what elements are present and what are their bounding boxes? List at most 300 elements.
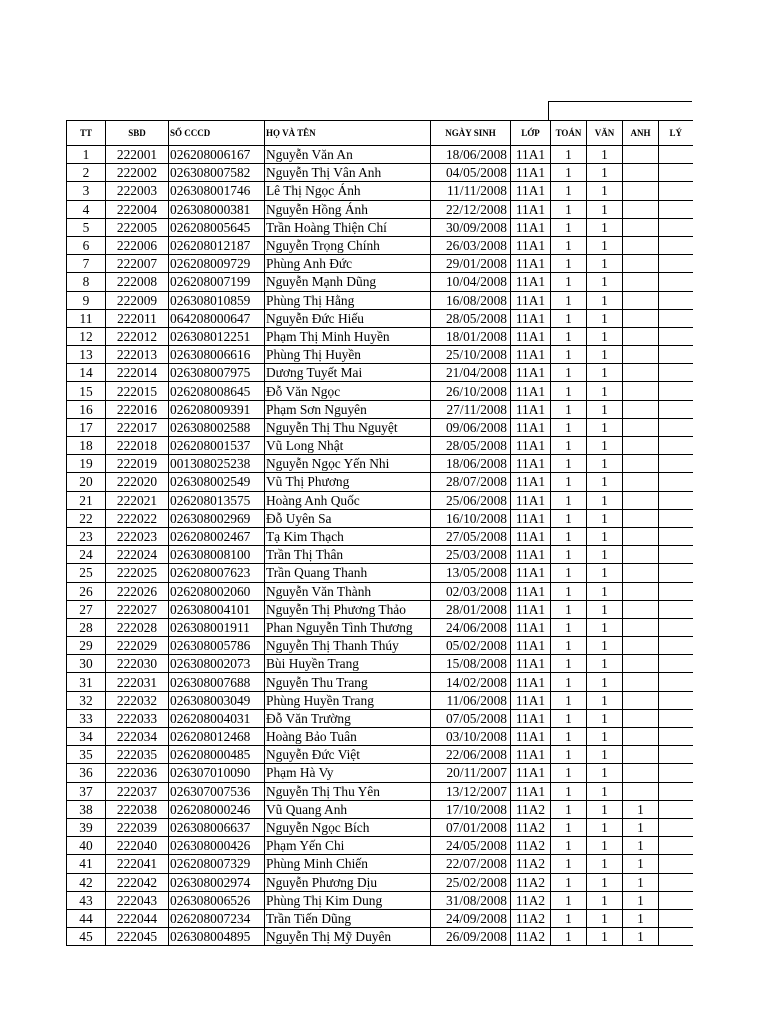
cell-cccd: 026208007234 <box>169 909 265 927</box>
cell-class: 11A1 <box>511 164 551 182</box>
cell-toan: 1 <box>551 473 587 491</box>
cell-anh: 1 <box>623 818 659 836</box>
cell-dob: 28/01/2008 <box>431 600 511 618</box>
cell-dob: 17/10/2008 <box>431 800 511 818</box>
cell-class: 11A1 <box>511 600 551 618</box>
cell-toan: 1 <box>551 309 587 327</box>
cell-dob: 14/02/2008 <box>431 673 511 691</box>
cell-sbd: 222020 <box>106 473 169 491</box>
cell-tt: 31 <box>67 673 106 691</box>
cell-tt: 14 <box>67 364 106 382</box>
cell-tt: 44 <box>67 909 106 927</box>
cell-toan: 1 <box>551 200 587 218</box>
cell-tt: 33 <box>67 709 106 727</box>
cell-ly <box>659 600 693 618</box>
cell-cccd: 064208000647 <box>169 309 265 327</box>
cell-class: 11A2 <box>511 909 551 927</box>
cell-cccd: 026308002073 <box>169 655 265 673</box>
cell-tt: 9 <box>67 291 106 309</box>
cell-tt: 30 <box>67 655 106 673</box>
cell-class: 11A1 <box>511 491 551 509</box>
cell-name: Trần Tiến Dũng <box>265 909 431 927</box>
cell-toan: 1 <box>551 273 587 291</box>
cell-dob: 16/10/2008 <box>431 509 511 527</box>
cell-van: 1 <box>587 600 623 618</box>
cell-anh <box>623 255 659 273</box>
cell-cccd: 026208000485 <box>169 746 265 764</box>
cell-dob: 26/03/2008 <box>431 236 511 254</box>
cell-van: 1 <box>587 491 623 509</box>
cell-dob: 31/08/2008 <box>431 891 511 909</box>
cell-name: Phan Nguyễn Tình Thương <box>265 618 431 636</box>
cell-ly <box>659 764 693 782</box>
cell-ly <box>659 818 693 836</box>
cell-toan: 1 <box>551 236 587 254</box>
cell-anh <box>623 455 659 473</box>
cell-name: Vũ Thị Phương <box>265 473 431 491</box>
cell-ly <box>659 837 693 855</box>
cell-class: 11A1 <box>511 418 551 436</box>
cell-cccd: 026308007688 <box>169 673 265 691</box>
table-row <box>67 746 693 764</box>
cell-sbd: 222007 <box>106 255 169 273</box>
cell-anh <box>623 400 659 418</box>
cell-tt: 11 <box>67 309 106 327</box>
cell-dob: 13/05/2008 <box>431 564 511 582</box>
table-row <box>67 564 693 582</box>
cell-name: Phùng Huyền Trang <box>265 691 431 709</box>
cell-anh <box>623 728 659 746</box>
cell-name: Vũ Quang Anh <box>265 800 431 818</box>
cell-van: 1 <box>587 509 623 527</box>
cell-cccd: 026308000381 <box>169 200 265 218</box>
cell-tt: 3 <box>67 182 106 200</box>
table-row <box>67 291 693 309</box>
cell-class: 11A2 <box>511 855 551 873</box>
cell-ly <box>659 255 693 273</box>
cell-class: 11A1 <box>511 455 551 473</box>
cell-cccd: 026208001537 <box>169 437 265 455</box>
cell-toan: 1 <box>551 928 587 946</box>
table-row <box>67 146 693 164</box>
cell-cccd: 026308001746 <box>169 182 265 200</box>
cell-name: Nguyễn Trọng Chính <box>265 236 431 254</box>
cell-class: 11A1 <box>511 637 551 655</box>
cell-ly <box>659 236 693 254</box>
col-header-tt: TT <box>67 121 106 146</box>
cell-sbd: 222026 <box>106 582 169 600</box>
cell-toan: 1 <box>551 346 587 364</box>
cell-toan: 1 <box>551 437 587 455</box>
cell-van: 1 <box>587 327 623 345</box>
cell-sbd: 222018 <box>106 437 169 455</box>
cell-tt: 27 <box>67 600 106 618</box>
cell-ly <box>659 873 693 891</box>
cell-name: Đỗ Uyên Sa <box>265 509 431 527</box>
table-row <box>67 800 693 818</box>
cell-dob: 18/01/2008 <box>431 327 511 345</box>
cell-van: 1 <box>587 146 623 164</box>
cell-tt: 28 <box>67 618 106 636</box>
cell-ly <box>659 400 693 418</box>
cell-anh <box>623 346 659 364</box>
cell-tt: 6 <box>67 236 106 254</box>
cell-class: 11A1 <box>511 618 551 636</box>
cell-class: 11A1 <box>511 273 551 291</box>
cell-sbd: 222001 <box>106 146 169 164</box>
cell-tt: 42 <box>67 873 106 891</box>
cell-anh: 1 <box>623 928 659 946</box>
cell-cccd: 026208012187 <box>169 236 265 254</box>
cell-class: 11A2 <box>511 800 551 818</box>
cell-sbd: 222013 <box>106 346 169 364</box>
table-row <box>67 473 693 491</box>
cell-toan: 1 <box>551 564 587 582</box>
table-row <box>67 182 693 200</box>
cell-ly <box>659 728 693 746</box>
cell-tt: 23 <box>67 527 106 545</box>
cell-ly <box>659 455 693 473</box>
header-strip <box>548 101 692 121</box>
cell-toan: 1 <box>551 509 587 527</box>
cell-sbd: 222042 <box>106 873 169 891</box>
table-row <box>67 655 693 673</box>
cell-sbd: 222011 <box>106 309 169 327</box>
cell-sbd: 222033 <box>106 709 169 727</box>
cell-cccd: 026208009729 <box>169 255 265 273</box>
cell-class: 11A1 <box>511 291 551 309</box>
cell-cccd: 026308002974 <box>169 873 265 891</box>
cell-toan: 1 <box>551 327 587 345</box>
cell-toan: 1 <box>551 618 587 636</box>
cell-toan: 1 <box>551 455 587 473</box>
cell-cccd: 026208007199 <box>169 273 265 291</box>
cell-cccd: 026308000426 <box>169 837 265 855</box>
table-row <box>67 418 693 436</box>
cell-sbd: 222031 <box>106 673 169 691</box>
cell-sbd: 222037 <box>106 782 169 800</box>
cell-cccd: 026308002588 <box>169 418 265 436</box>
cell-anh <box>623 746 659 764</box>
table-row <box>67 273 693 291</box>
cell-cccd: 026208013575 <box>169 491 265 509</box>
cell-tt: 29 <box>67 637 106 655</box>
cell-toan: 1 <box>551 582 587 600</box>
cell-tt: 38 <box>67 800 106 818</box>
cell-dob: 20/11/2007 <box>431 764 511 782</box>
table-row <box>67 637 693 655</box>
cell-anh <box>623 273 659 291</box>
cell-dob: 24/09/2008 <box>431 909 511 927</box>
table-row <box>67 909 693 927</box>
cell-tt: 34 <box>67 728 106 746</box>
cell-sbd: 222023 <box>106 527 169 545</box>
cell-dob: 07/01/2008 <box>431 818 511 836</box>
cell-dob: 21/04/2008 <box>431 364 511 382</box>
cell-toan: 1 <box>551 546 587 564</box>
cell-dob: 22/07/2008 <box>431 855 511 873</box>
cell-cccd: 026208004031 <box>169 709 265 727</box>
cell-toan: 1 <box>551 182 587 200</box>
cell-anh <box>623 218 659 236</box>
cell-cccd: 026307010090 <box>169 764 265 782</box>
cell-toan: 1 <box>551 782 587 800</box>
table-row <box>67 891 693 909</box>
cell-toan: 1 <box>551 673 587 691</box>
cell-class: 11A1 <box>511 564 551 582</box>
cell-anh <box>623 236 659 254</box>
table-row <box>67 164 693 182</box>
table-row <box>67 346 693 364</box>
cell-name: Nguyễn Thị Thu Yên <box>265 782 431 800</box>
cell-toan: 1 <box>551 527 587 545</box>
cell-class: 11A1 <box>511 255 551 273</box>
cell-dob: 02/03/2008 <box>431 582 511 600</box>
cell-tt: 21 <box>67 491 106 509</box>
table-row <box>67 509 693 527</box>
cell-sbd: 222015 <box>106 382 169 400</box>
cell-ly <box>659 509 693 527</box>
cell-sbd: 222005 <box>106 218 169 236</box>
cell-ly <box>659 800 693 818</box>
col-header-class: LỚP <box>511 121 551 146</box>
cell-anh <box>623 782 659 800</box>
cell-dob: 25/02/2008 <box>431 873 511 891</box>
cell-cccd: 026308001911 <box>169 618 265 636</box>
cell-dob: 18/06/2008 <box>431 455 511 473</box>
cell-van: 1 <box>587 891 623 909</box>
cell-tt: 8 <box>67 273 106 291</box>
cell-class: 11A1 <box>511 218 551 236</box>
table-row <box>67 218 693 236</box>
cell-van: 1 <box>587 527 623 545</box>
cell-tt: 41 <box>67 855 106 873</box>
cell-toan: 1 <box>551 891 587 909</box>
cell-sbd: 222039 <box>106 818 169 836</box>
cell-toan: 1 <box>551 800 587 818</box>
table-row <box>67 673 693 691</box>
cell-class: 11A1 <box>511 200 551 218</box>
cell-class: 11A2 <box>511 873 551 891</box>
cell-van: 1 <box>587 182 623 200</box>
cell-dob: 25/06/2008 <box>431 491 511 509</box>
cell-van: 1 <box>587 273 623 291</box>
cell-name: Hoàng Anh Quốc <box>265 491 431 509</box>
cell-tt: 39 <box>67 818 106 836</box>
cell-van: 1 <box>587 746 623 764</box>
cell-anh <box>623 182 659 200</box>
cell-anh <box>623 600 659 618</box>
cell-anh <box>623 146 659 164</box>
table-body <box>67 146 693 946</box>
cell-class: 11A1 <box>511 346 551 364</box>
cell-ly <box>659 382 693 400</box>
cell-ly <box>659 746 693 764</box>
cell-toan: 1 <box>551 418 587 436</box>
table-row <box>67 437 693 455</box>
cell-tt: 19 <box>67 455 106 473</box>
cell-van: 1 <box>587 837 623 855</box>
cell-sbd: 222002 <box>106 164 169 182</box>
cell-sbd: 222019 <box>106 455 169 473</box>
cell-ly <box>659 200 693 218</box>
cell-anh <box>623 437 659 455</box>
cell-toan: 1 <box>551 655 587 673</box>
cell-van: 1 <box>587 855 623 873</box>
cell-toan: 1 <box>551 382 587 400</box>
cell-toan: 1 <box>551 709 587 727</box>
cell-cccd: 026308006616 <box>169 346 265 364</box>
cell-toan: 1 <box>551 146 587 164</box>
cell-anh <box>623 637 659 655</box>
col-header-sbd: SBD <box>106 121 169 146</box>
cell-tt: 17 <box>67 418 106 436</box>
cell-class: 11A1 <box>511 655 551 673</box>
cell-anh <box>623 327 659 345</box>
cell-name: Dương Tuyết Mai <box>265 364 431 382</box>
cell-name: Nguyễn Ngọc Bích <box>265 818 431 836</box>
cell-tt: 20 <box>67 473 106 491</box>
cell-name: Nguyễn Thị Thu Nguyệt <box>265 418 431 436</box>
table-row <box>67 491 693 509</box>
cell-dob: 11/06/2008 <box>431 691 511 709</box>
cell-van: 1 <box>587 800 623 818</box>
student-table <box>66 120 693 946</box>
cell-van: 1 <box>587 473 623 491</box>
cell-toan: 1 <box>551 837 587 855</box>
cell-class: 11A1 <box>511 382 551 400</box>
cell-tt: 37 <box>67 782 106 800</box>
cell-dob: 26/09/2008 <box>431 928 511 946</box>
cell-class: 11A2 <box>511 928 551 946</box>
cell-sbd: 222024 <box>106 546 169 564</box>
cell-ly <box>659 491 693 509</box>
cell-name: Phùng Minh Chiến <box>265 855 431 873</box>
cell-tt: 4 <box>67 200 106 218</box>
cell-van: 1 <box>587 637 623 655</box>
cell-anh <box>623 291 659 309</box>
cell-name: Đỗ Văn Ngọc <box>265 382 431 400</box>
cell-dob: 24/06/2008 <box>431 618 511 636</box>
table-row <box>67 309 693 327</box>
cell-anh <box>623 382 659 400</box>
cell-ly <box>659 691 693 709</box>
cell-van: 1 <box>587 818 623 836</box>
cell-anh: 1 <box>623 909 659 927</box>
cell-cccd: 026308004101 <box>169 600 265 618</box>
cell-cccd: 026308006637 <box>169 818 265 836</box>
cell-dob: 05/02/2008 <box>431 637 511 655</box>
cell-tt: 13 <box>67 346 106 364</box>
cell-class: 11A1 <box>511 509 551 527</box>
table-row <box>67 709 693 727</box>
cell-dob: 22/06/2008 <box>431 746 511 764</box>
cell-sbd: 222029 <box>106 637 169 655</box>
cell-sbd: 222027 <box>106 600 169 618</box>
cell-dob: 04/05/2008 <box>431 164 511 182</box>
cell-anh <box>623 709 659 727</box>
cell-anh <box>623 509 659 527</box>
cell-sbd: 222006 <box>106 236 169 254</box>
cell-anh <box>623 673 659 691</box>
cell-ly <box>659 564 693 582</box>
cell-cccd: 026208007623 <box>169 564 265 582</box>
cell-dob: 10/04/2008 <box>431 273 511 291</box>
cell-anh <box>623 564 659 582</box>
cell-sbd: 222045 <box>106 928 169 946</box>
cell-ly <box>659 618 693 636</box>
cell-sbd: 222043 <box>106 891 169 909</box>
cell-tt: 36 <box>67 764 106 782</box>
cell-class: 11A1 <box>511 527 551 545</box>
cell-ly <box>659 327 693 345</box>
cell-sbd: 222041 <box>106 855 169 873</box>
cell-ly <box>659 928 693 946</box>
table-row <box>67 455 693 473</box>
cell-anh <box>623 418 659 436</box>
cell-sbd: 222008 <box>106 273 169 291</box>
cell-class: 11A1 <box>511 309 551 327</box>
cell-name: Phạm Hà Vy <box>265 764 431 782</box>
cell-tt: 24 <box>67 546 106 564</box>
cell-van: 1 <box>587 618 623 636</box>
cell-tt: 43 <box>67 891 106 909</box>
table-row <box>67 382 693 400</box>
cell-name: Nguyễn Hồng Ánh <box>265 200 431 218</box>
cell-sbd: 222040 <box>106 837 169 855</box>
cell-sbd: 222036 <box>106 764 169 782</box>
cell-name: Nguyễn Văn An <box>265 146 431 164</box>
cell-cccd: 026208000246 <box>169 800 265 818</box>
cell-sbd: 222035 <box>106 746 169 764</box>
cell-cccd: 026308002549 <box>169 473 265 491</box>
cell-cccd: 026208002060 <box>169 582 265 600</box>
cell-ly <box>659 146 693 164</box>
table-row <box>67 255 693 273</box>
cell-cccd: 026308005786 <box>169 637 265 655</box>
cell-anh <box>623 200 659 218</box>
cell-class: 11A1 <box>511 782 551 800</box>
cell-name: Nguyễn Thị Phương Thảo <box>265 600 431 618</box>
cell-name: Nguyễn Văn Thành <box>265 582 431 600</box>
cell-van: 1 <box>587 291 623 309</box>
cell-ly <box>659 582 693 600</box>
cell-anh <box>623 527 659 545</box>
cell-anh <box>623 473 659 491</box>
cell-class: 11A1 <box>511 746 551 764</box>
cell-cccd: 026208007329 <box>169 855 265 873</box>
col-header-toan: TOÁN <box>551 121 587 146</box>
cell-anh <box>623 364 659 382</box>
cell-name: Bùi Huyền Trang <box>265 655 431 673</box>
cell-anh: 1 <box>623 891 659 909</box>
cell-class: 11A2 <box>511 891 551 909</box>
cell-anh <box>623 491 659 509</box>
cell-van: 1 <box>587 546 623 564</box>
cell-name: Lê Thị Ngọc Ánh <box>265 182 431 200</box>
cell-sbd: 222017 <box>106 418 169 436</box>
cell-ly <box>659 218 693 236</box>
cell-toan: 1 <box>551 728 587 746</box>
cell-van: 1 <box>587 564 623 582</box>
cell-van: 1 <box>587 909 623 927</box>
header-row <box>67 121 693 146</box>
cell-class: 11A1 <box>511 400 551 418</box>
col-header-ly: LÝ <box>659 121 693 146</box>
table-row <box>67 600 693 618</box>
cell-name: Tạ Kim Thạch <box>265 527 431 545</box>
cell-cccd: 026308006526 <box>169 891 265 909</box>
